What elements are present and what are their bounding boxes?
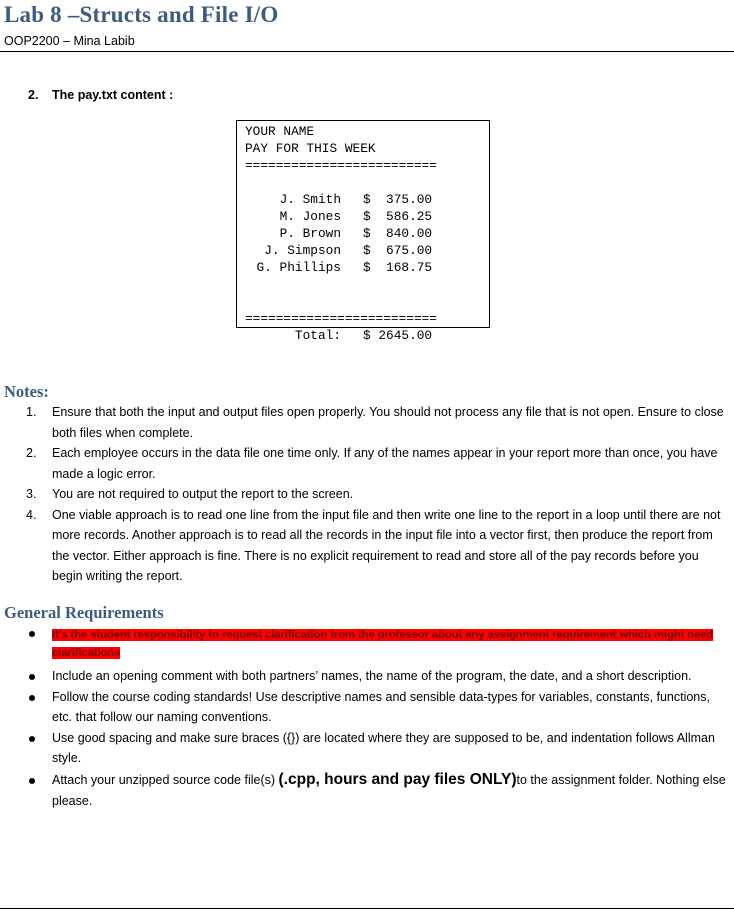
- document-subtitle: OOP2200 – Mina Labib: [4, 34, 135, 48]
- list-item: [26, 505, 726, 587]
- pay-employee-row: [245, 208, 489, 225]
- note-text: One viable approach is to read one line from the input file and then write one line to the report in a loop until there are not more records. Another approach is to read all the records in the input file into a vector first, then produce the report from the vector. Either approach is fine. There is no explicit requirement to read and store all of the pay records before you begin writing the report.: [52, 507, 721, 583]
- list-item: [26, 728, 726, 769]
- employee-amount: $ 586.25: [363, 209, 433, 224]
- employee-name: P. Brown: [279, 226, 341, 241]
- employee-amount: $ 675.00: [363, 243, 433, 258]
- list-item: [26, 484, 726, 505]
- note-number: 3.: [26, 487, 37, 501]
- list-item: [26, 626, 726, 662]
- employee-amount: $ 168.75: [363, 260, 433, 275]
- bullet-icon: [29, 674, 35, 680]
- requirement-text: Follow the course coding standards! Use descriptive names and sensible data-types for variables, constants, functions, etc. that follow our naming conventions.: [52, 689, 710, 724]
- bullet-icon: [29, 778, 35, 784]
- pay-employee-row: [245, 191, 489, 208]
- step-heading: [28, 88, 173, 102]
- requirement-text-bold: (.cpp, hours and pay files ONLY): [278, 770, 517, 788]
- pay-employee-row: [245, 259, 489, 276]
- pay-line-your-name: YOUR NAME: [245, 124, 315, 139]
- highlighted-requirement: It’s the student responsibility to request clarification from the professor about any assignment requirement which might need clarifications: [52, 629, 714, 659]
- note-text: You are not required to output the report to the screen.: [52, 487, 354, 501]
- requirement-text: Use good spacing and make sure braces ({}) are located where they are supposed to be, and indentation follows Allman style.: [52, 730, 715, 765]
- list-item: [26, 443, 726, 484]
- requirements-list: [26, 626, 726, 813]
- footer-divider: [0, 908, 734, 909]
- note-text: Each employee occurs in the data file one time only. If any of the names appear in your report more than once, you have made a logic error.: [52, 446, 718, 481]
- note-text: Ensure that both the input and output files open properly. You should not process any file that is not open. Ensure to close both files when complete.: [52, 405, 724, 440]
- employee-amount: $ 840.00: [363, 226, 433, 241]
- pay-employee-row: [245, 242, 489, 259]
- list-item: [26, 687, 726, 728]
- total-amount: $ 2645.00: [363, 328, 433, 343]
- step-number: 2.: [28, 88, 39, 102]
- pay-total-row: [245, 327, 489, 344]
- document-title: Lab 8 –Structs and File I/O: [4, 2, 279, 27]
- pay-divider-top: =========================: [245, 158, 437, 173]
- pay-file-content-box: [236, 120, 490, 343]
- pay-employee-row: [245, 225, 489, 242]
- employee-name: J. Simpson: [264, 243, 341, 258]
- header-divider: [0, 51, 734, 52]
- employee-name: J. Smith: [279, 192, 341, 207]
- employee-name: M. Jones: [279, 209, 341, 224]
- requirement-text: Include an opening comment with both partners’ names, the name of the program, the date, and a short description.: [52, 669, 692, 683]
- list-item: [26, 402, 726, 443]
- notes-heading: Notes:: [4, 382, 49, 401]
- pay-divider-bottom: =========================: [245, 311, 437, 326]
- note-number: 2.: [26, 446, 37, 460]
- requirement-text-pre: Attach your unzipped source code file(s): [52, 772, 279, 787]
- list-item: [26, 769, 726, 813]
- employee-name: G. Phillips: [256, 260, 341, 275]
- notes-list: [26, 402, 726, 587]
- list-item: [26, 666, 726, 687]
- total-label: Total:: [294, 328, 341, 343]
- bullet-icon: [29, 631, 35, 637]
- pay-line-pay-for-week: PAY FOR THIS WEEK: [245, 141, 376, 156]
- employee-amount: $ 375.00: [363, 192, 433, 207]
- step-heading-text: The pay.txt content :: [52, 88, 174, 102]
- note-number: 1.: [26, 405, 37, 419]
- bullet-icon: [29, 736, 35, 742]
- note-number: 4.: [26, 507, 37, 522]
- bullet-icon: [29, 695, 35, 701]
- requirement-text-post: to the assignment folder. Nothing else please.: [52, 772, 726, 808]
- general-requirements-heading: General Requirements: [4, 603, 164, 622]
